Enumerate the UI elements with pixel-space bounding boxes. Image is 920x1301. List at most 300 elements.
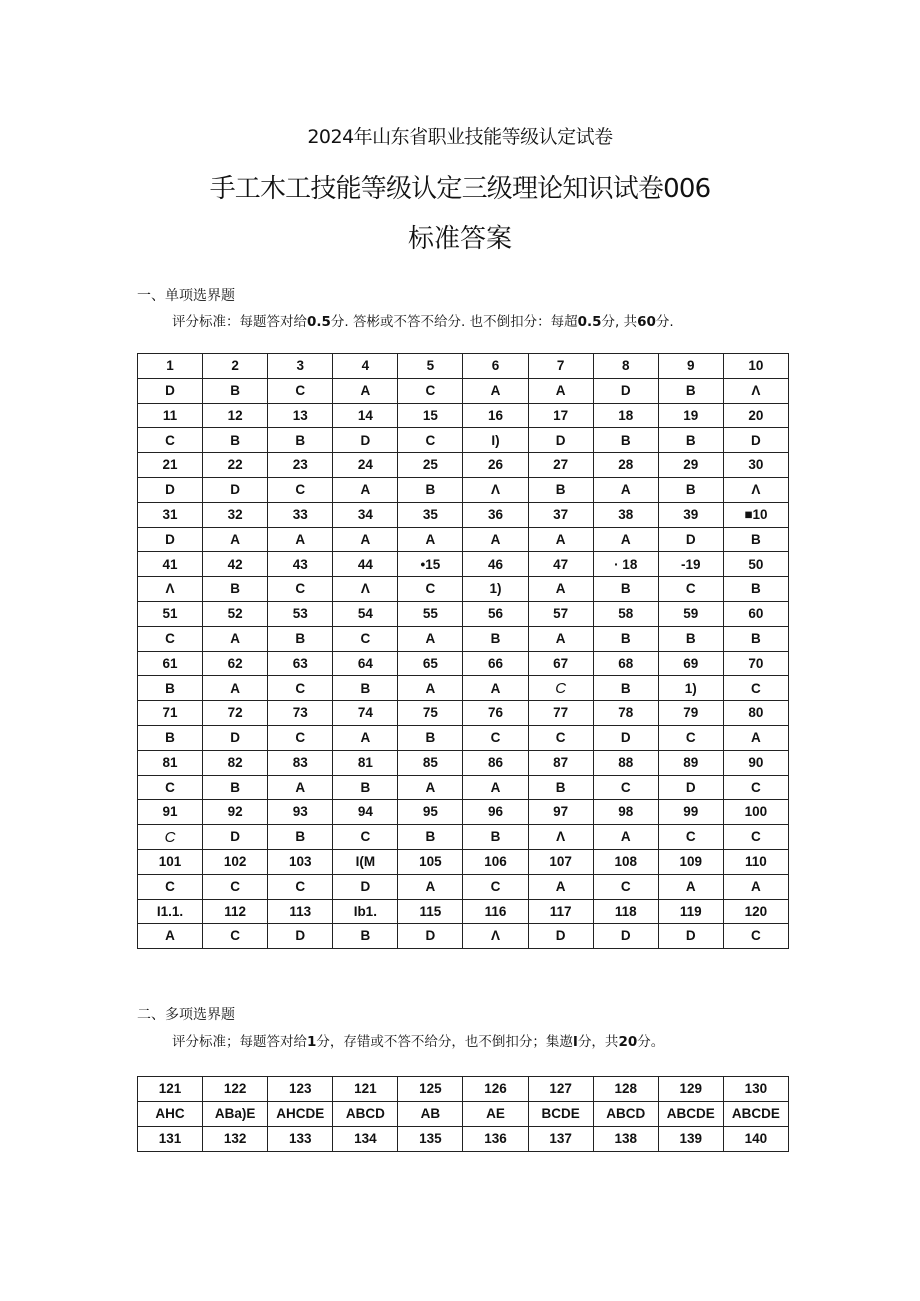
- answer-cell: C: [138, 825, 203, 850]
- question-number-cell: 7: [528, 354, 593, 379]
- answer-cell: AHCDE: [268, 1102, 333, 1127]
- question-number-cell: I1.1.: [138, 899, 203, 924]
- answer-cell: Λ: [463, 924, 528, 949]
- question-number-cell: 4: [333, 354, 398, 379]
- answer-cell: B: [463, 626, 528, 651]
- answer-row: [138, 775, 789, 800]
- question-number-cell: Ib1.: [333, 899, 398, 924]
- question-number-cell: 66: [463, 651, 528, 676]
- answer-cell: D: [528, 924, 593, 949]
- answer-cell: Λ: [138, 577, 203, 602]
- section2-scoring-note: 评分标准；每题答对给1分，存错或不答不给分，也不倒扣分；集遨I分，共20分。: [172, 1034, 665, 1050]
- question-number-cell: 81: [138, 750, 203, 775]
- question-number-cell: 116: [463, 899, 528, 924]
- answer-cell: A: [333, 378, 398, 403]
- question-number-row: [138, 1127, 789, 1152]
- question-number-cell: 3: [268, 354, 333, 379]
- answer-cell: A: [333, 477, 398, 502]
- question-number-cell: 51: [138, 601, 203, 626]
- question-number-cell: 38: [593, 502, 658, 527]
- question-number-cell: 56: [463, 601, 528, 626]
- question-number-cell: 127: [528, 1077, 593, 1102]
- question-number-cell: 41: [138, 552, 203, 577]
- answer-row: [138, 428, 789, 453]
- answer-cell: D: [528, 428, 593, 453]
- answer-cell: D: [723, 428, 788, 453]
- question-number-cell: 106: [463, 849, 528, 874]
- question-number-cell: 8: [593, 354, 658, 379]
- answer-cell: A: [723, 874, 788, 899]
- question-number-cell: 103: [268, 849, 333, 874]
- question-number-cell: 52: [203, 601, 268, 626]
- question-number-cell: 30: [723, 453, 788, 478]
- question-number-cell: 61: [138, 651, 203, 676]
- question-number-cell: 77: [528, 701, 593, 726]
- question-number-cell: 132: [203, 1127, 268, 1152]
- answer-cell: B: [463, 825, 528, 850]
- question-number-cell: 18: [593, 403, 658, 428]
- answer-row: [138, 676, 789, 701]
- question-number-cell: I(M: [333, 849, 398, 874]
- question-number-cell: 118: [593, 899, 658, 924]
- answer-cell: BCDE: [528, 1102, 593, 1127]
- question-number-cell: 87: [528, 750, 593, 775]
- question-number-cell: 129: [658, 1077, 723, 1102]
- question-number-row: [138, 552, 789, 577]
- exam-paper-title: 手工木工技能等级认定三级理论知识试卷006: [209, 174, 711, 204]
- question-number-cell: 25: [398, 453, 463, 478]
- question-number-cell: 89: [658, 750, 723, 775]
- answer-cell: B: [528, 775, 593, 800]
- answer-cell: D: [333, 874, 398, 899]
- question-number-cell: 65: [398, 651, 463, 676]
- answer-cell: A: [463, 378, 528, 403]
- question-number-cell: 131: [138, 1127, 203, 1152]
- question-number-cell: 33: [268, 502, 333, 527]
- answer-cell: C: [723, 676, 788, 701]
- question-number-cell: 21: [138, 453, 203, 478]
- question-number-cell: 112: [203, 899, 268, 924]
- answer-cell: D: [333, 428, 398, 453]
- answer-cell: B: [333, 775, 398, 800]
- question-number-cell: 70: [723, 651, 788, 676]
- question-number-cell: 60: [723, 601, 788, 626]
- question-number-cell: 14: [333, 403, 398, 428]
- answer-row: [138, 874, 789, 899]
- question-number-cell: 63: [268, 651, 333, 676]
- answer-row: [138, 725, 789, 750]
- answer-cell: A: [398, 676, 463, 701]
- question-number-row: [138, 453, 789, 478]
- question-number-cell: 138: [593, 1127, 658, 1152]
- answer-cell: B: [268, 428, 333, 453]
- question-number-cell: 85: [398, 750, 463, 775]
- answer-cell: C: [593, 874, 658, 899]
- answer-cell: B: [203, 428, 268, 453]
- question-number-cell: 44: [333, 552, 398, 577]
- question-number-cell: 115: [398, 899, 463, 924]
- question-number-cell: 72: [203, 701, 268, 726]
- question-number-cell: 11: [138, 403, 203, 428]
- answer-cell: Λ: [333, 577, 398, 602]
- answer-cell: B: [333, 924, 398, 949]
- section2-heading: 二、多项选界题: [137, 1007, 235, 1023]
- answer-cell: C: [268, 477, 333, 502]
- answer-cell: C: [268, 676, 333, 701]
- question-number-cell: 137: [528, 1127, 593, 1152]
- answer-cell: 1): [658, 676, 723, 701]
- answer-cell: C: [463, 874, 528, 899]
- question-number-cell: 121: [333, 1077, 398, 1102]
- answer-cell: B: [268, 825, 333, 850]
- answer-cell: B: [203, 378, 268, 403]
- answer-cell: Λ: [463, 477, 528, 502]
- answer-row: [138, 924, 789, 949]
- answer-cell: B: [398, 825, 463, 850]
- answer-cell: B: [398, 725, 463, 750]
- question-number-cell: 47: [528, 552, 593, 577]
- question-number-cell: 98: [593, 800, 658, 825]
- question-number-cell: 76: [463, 701, 528, 726]
- question-number-cell: 35: [398, 502, 463, 527]
- answer-cell: D: [203, 725, 268, 750]
- question-number-cell: 108: [593, 849, 658, 874]
- question-number-cell: 22: [203, 453, 268, 478]
- question-number-cell: 135: [398, 1127, 463, 1152]
- answer-cell: C: [398, 577, 463, 602]
- answer-cell: B: [203, 577, 268, 602]
- question-number-cell: •15: [398, 552, 463, 577]
- answer-cell: AB: [398, 1102, 463, 1127]
- answer-cell: A: [398, 775, 463, 800]
- answer-cell: A: [463, 775, 528, 800]
- question-number-row: [138, 354, 789, 379]
- question-number-cell: 122: [203, 1077, 268, 1102]
- answer-cell: Λ: [723, 477, 788, 502]
- question-number-cell: 27: [528, 453, 593, 478]
- answer-cell: A: [658, 874, 723, 899]
- question-number-cell: 24: [333, 453, 398, 478]
- question-number-cell: 74: [333, 701, 398, 726]
- answer-key-title: 标准答案: [407, 224, 512, 254]
- answer-cell: C: [268, 577, 333, 602]
- answer-cell: A: [203, 676, 268, 701]
- question-number-cell: 86: [463, 750, 528, 775]
- answer-row: [138, 527, 789, 552]
- question-number-cell: -19: [658, 552, 723, 577]
- question-number-cell: 67: [528, 651, 593, 676]
- answer-cell: A: [203, 527, 268, 552]
- question-number-cell: 57: [528, 601, 593, 626]
- question-number-cell: 50: [723, 552, 788, 577]
- answer-cell: D: [593, 924, 658, 949]
- question-number-cell: 6: [463, 354, 528, 379]
- question-number-cell: 79: [658, 701, 723, 726]
- answer-cell: C: [463, 725, 528, 750]
- question-number-cell: 36: [463, 502, 528, 527]
- question-number-row: [138, 750, 789, 775]
- question-number-cell: 110: [723, 849, 788, 874]
- section1-scoring-note: 评分标准：每题答对给0.5分. 答彬或不答不给分. 也不倒扣分：每超0.5分, 共60分.: [172, 314, 674, 330]
- question-number-cell: 10: [723, 354, 788, 379]
- question-number-cell: 90: [723, 750, 788, 775]
- question-number-cell: 99: [658, 800, 723, 825]
- question-number-cell: 94: [333, 800, 398, 825]
- question-number-cell: 113: [268, 899, 333, 924]
- answer-cell: A: [593, 477, 658, 502]
- question-number-cell: 43: [268, 552, 333, 577]
- answer-cell: Λ: [528, 825, 593, 850]
- answer-cell: A: [268, 527, 333, 552]
- answer-cell: C: [528, 725, 593, 750]
- answer-cell: B: [398, 477, 463, 502]
- question-number-cell: · 18: [593, 552, 658, 577]
- question-number-cell: 134: [333, 1127, 398, 1152]
- answer-cell: B: [723, 577, 788, 602]
- question-number-row: [138, 899, 789, 924]
- question-number-cell: 93: [268, 800, 333, 825]
- answer-cell: C: [658, 725, 723, 750]
- answer-row: [138, 477, 789, 502]
- question-number-cell: 62: [203, 651, 268, 676]
- answer-cell: B: [138, 725, 203, 750]
- answer-cell: AE: [463, 1102, 528, 1127]
- answer-cell: B: [723, 527, 788, 552]
- answer-cell: A: [138, 924, 203, 949]
- answer-cell: D: [138, 527, 203, 552]
- answer-cell: D: [398, 924, 463, 949]
- answer-cell: B: [333, 676, 398, 701]
- question-number-cell: 13: [268, 403, 333, 428]
- answer-cell: C: [398, 428, 463, 453]
- question-number-cell: 109: [658, 849, 723, 874]
- question-number-cell: 53: [268, 601, 333, 626]
- answer-row: [138, 626, 789, 651]
- answer-cell: D: [593, 378, 658, 403]
- answer-cell: C: [138, 428, 203, 453]
- question-number-cell: 1: [138, 354, 203, 379]
- answer-cell: B: [658, 378, 723, 403]
- question-number-cell: 117: [528, 899, 593, 924]
- single-choice-answer-table: [137, 353, 789, 949]
- answer-row: [138, 577, 789, 602]
- answer-cell: A: [593, 527, 658, 552]
- question-number-row: [138, 502, 789, 527]
- answer-cell: I): [463, 428, 528, 453]
- answer-cell: B: [528, 477, 593, 502]
- answer-cell: A: [398, 874, 463, 899]
- answer-cell: B: [723, 626, 788, 651]
- answer-cell: A: [528, 527, 593, 552]
- answer-cell: B: [593, 428, 658, 453]
- answer-cell: B: [593, 577, 658, 602]
- question-number-row: [138, 849, 789, 874]
- answer-cell: A: [398, 527, 463, 552]
- answer-cell: C: [723, 924, 788, 949]
- answer-cell: A: [333, 725, 398, 750]
- question-number-cell: 95: [398, 800, 463, 825]
- answer-cell: C: [203, 924, 268, 949]
- question-number-cell: 12: [203, 403, 268, 428]
- answer-cell: A: [528, 626, 593, 651]
- question-number-cell: 58: [593, 601, 658, 626]
- answer-cell: D: [138, 378, 203, 403]
- question-number-cell: 26: [463, 453, 528, 478]
- question-number-cell: 31: [138, 502, 203, 527]
- section1-heading: 一、单项选界题: [137, 288, 235, 304]
- answer-cell: C: [268, 874, 333, 899]
- question-number-cell: 88: [593, 750, 658, 775]
- answer-cell: A: [528, 378, 593, 403]
- question-number-cell: 59: [658, 601, 723, 626]
- answer-cell: C: [658, 825, 723, 850]
- question-number-row: [138, 651, 789, 676]
- answer-cell: D: [658, 924, 723, 949]
- answer-cell: A: [268, 775, 333, 800]
- answer-cell: C: [268, 378, 333, 403]
- question-number-cell: 71: [138, 701, 203, 726]
- question-number-cell: 136: [463, 1127, 528, 1152]
- answer-cell: A: [398, 626, 463, 651]
- answer-cell: B: [658, 626, 723, 651]
- answer-cell: D: [268, 924, 333, 949]
- question-number-row: [138, 1077, 789, 1102]
- exam-year-title: 2024年山东省职业技能等级认定试卷: [307, 126, 613, 148]
- answer-cell: D: [658, 775, 723, 800]
- answer-cell: ABCD: [333, 1102, 398, 1127]
- answer-cell: D: [138, 477, 203, 502]
- answer-cell: ABa)E: [203, 1102, 268, 1127]
- answer-cell: A: [723, 725, 788, 750]
- question-number-cell: 126: [463, 1077, 528, 1102]
- question-number-cell: 107: [528, 849, 593, 874]
- answer-cell: A: [333, 527, 398, 552]
- answer-cell: B: [203, 775, 268, 800]
- answer-cell: C: [138, 874, 203, 899]
- answer-cell: Λ: [723, 378, 788, 403]
- answer-cell: 1): [463, 577, 528, 602]
- answer-cell: B: [658, 477, 723, 502]
- answer-cell: B: [138, 676, 203, 701]
- answer-cell: AHC: [138, 1102, 203, 1127]
- answer-cell: ABCD: [593, 1102, 658, 1127]
- question-number-cell: 125: [398, 1077, 463, 1102]
- question-number-cell: 121: [138, 1077, 203, 1102]
- question-number-cell: 75: [398, 701, 463, 726]
- question-number-cell: 91: [138, 800, 203, 825]
- answer-cell: ABCDE: [658, 1102, 723, 1127]
- answer-cell: A: [203, 626, 268, 651]
- question-number-cell: 101: [138, 849, 203, 874]
- question-number-cell: 32: [203, 502, 268, 527]
- question-number-cell: 46: [463, 552, 528, 577]
- answer-cell: D: [203, 477, 268, 502]
- question-number-cell: 69: [658, 651, 723, 676]
- question-number-cell: 73: [268, 701, 333, 726]
- question-number-cell: 123: [268, 1077, 333, 1102]
- question-number-cell: 120: [723, 899, 788, 924]
- question-number-cell: 81: [333, 750, 398, 775]
- question-number-cell: 68: [593, 651, 658, 676]
- answer-cell: C: [203, 874, 268, 899]
- answer-cell: B: [658, 428, 723, 453]
- question-number-cell: 9: [658, 354, 723, 379]
- multiple-choice-answer-table: [137, 1076, 789, 1152]
- question-number-cell: 102: [203, 849, 268, 874]
- question-number-cell: 5: [398, 354, 463, 379]
- question-number-cell: 96: [463, 800, 528, 825]
- answer-cell: A: [528, 874, 593, 899]
- question-number-cell: 55: [398, 601, 463, 626]
- question-number-row: [138, 601, 789, 626]
- question-number-cell: 54: [333, 601, 398, 626]
- question-number-cell: 42: [203, 552, 268, 577]
- question-number-cell: 37: [528, 502, 593, 527]
- answer-cell: D: [593, 725, 658, 750]
- question-number-cell: 15: [398, 403, 463, 428]
- answer-cell: C: [658, 577, 723, 602]
- answer-cell: A: [528, 577, 593, 602]
- question-number-cell: 17: [528, 403, 593, 428]
- question-number-cell: 64: [333, 651, 398, 676]
- answer-cell: A: [463, 676, 528, 701]
- question-number-cell: 20: [723, 403, 788, 428]
- answer-cell: D: [203, 825, 268, 850]
- question-number-cell: 139: [658, 1127, 723, 1152]
- question-number-cell: 100: [723, 800, 788, 825]
- answer-cell: B: [593, 626, 658, 651]
- question-number-row: [138, 701, 789, 726]
- question-number-cell: 82: [203, 750, 268, 775]
- question-number-cell: 34: [333, 502, 398, 527]
- answer-cell: C: [138, 775, 203, 800]
- question-number-cell: 119: [658, 899, 723, 924]
- question-number-cell: 92: [203, 800, 268, 825]
- question-number-cell: 105: [398, 849, 463, 874]
- question-number-cell: 39: [658, 502, 723, 527]
- question-number-cell: 28: [593, 453, 658, 478]
- answer-cell: C: [268, 725, 333, 750]
- answer-row: [138, 378, 789, 403]
- question-number-cell: 16: [463, 403, 528, 428]
- question-number-cell: 130: [723, 1077, 788, 1102]
- question-number-cell: 83: [268, 750, 333, 775]
- question-number-row: [138, 800, 789, 825]
- question-number-cell: 133: [268, 1127, 333, 1152]
- question-number-cell: 97: [528, 800, 593, 825]
- question-number-cell: 128: [593, 1077, 658, 1102]
- question-number-cell: 29: [658, 453, 723, 478]
- answer-cell: A: [593, 825, 658, 850]
- answer-cell: C: [723, 775, 788, 800]
- answer-cell: D: [658, 527, 723, 552]
- question-number-cell: 19: [658, 403, 723, 428]
- question-number-cell: 80: [723, 701, 788, 726]
- answer-row: [138, 1102, 789, 1127]
- answer-cell: C: [593, 775, 658, 800]
- question-number-cell: ■10: [723, 502, 788, 527]
- answer-cell: B: [268, 626, 333, 651]
- question-number-cell: 140: [723, 1127, 788, 1152]
- question-number-cell: 78: [593, 701, 658, 726]
- answer-cell: A: [463, 527, 528, 552]
- answer-cell: C: [398, 378, 463, 403]
- answer-cell: C: [723, 825, 788, 850]
- answer-cell: ABCDE: [723, 1102, 788, 1127]
- answer-cell: C: [333, 825, 398, 850]
- answer-cell: C: [333, 626, 398, 651]
- question-number-cell: 23: [268, 453, 333, 478]
